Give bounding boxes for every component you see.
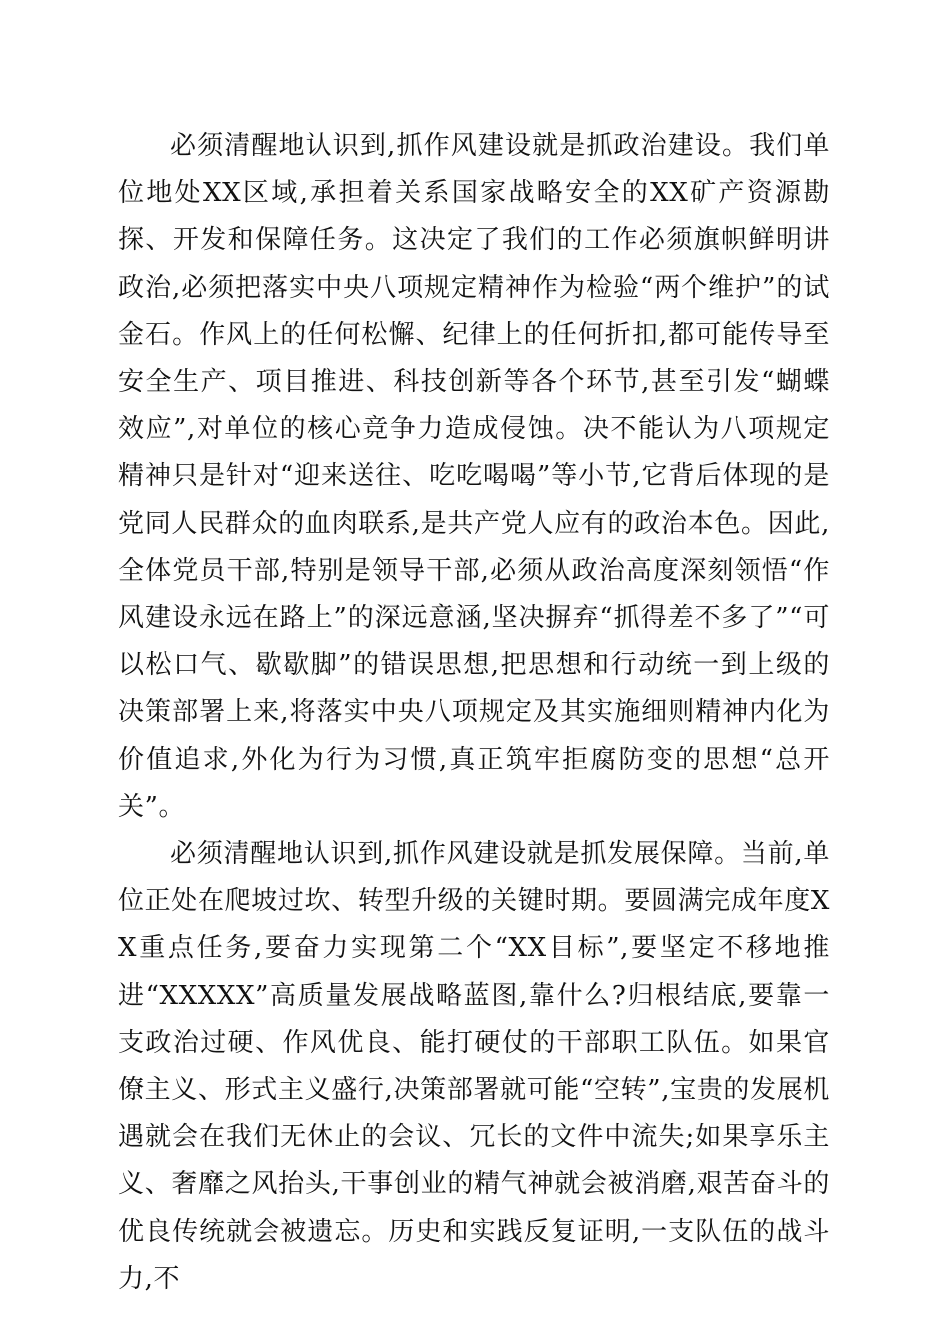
document-body: [118, 123, 830, 1303]
paragraph-development-guarantee: 必须清醒地认识到,抓作风建设就是抓发展保障。当前,单位正处在爬坡过坎、转型升级的关键时期。要圆满完成年度XX重点任务,要奋力实现第二个“XX目标”,要坚定不移地推进“XXXXX”高质量发展战略蓝图,靠什么?归根结底,要靠一支政治过硬、作风优良、能打硬仗的干部职工队伍。如果官僚主义、形式主义盛行,决策部署就可能“空转”,宝贵的发展机遇就会在我们无休止的会议、冗长的文件中流失;如果享乐主义、奢靡之风抬头,干事创业的精气神就会被消磨,艰苦奋斗的优良传统就会被遗忘。历史和实践反复证明,一支队伍的战斗力,不: [118, 839, 830, 1294]
paragraph-political-building: 必须清醒地认识到,抓作风建设就是抓政治建设。我们单位地处XX区域,承担着关系国家战略安全的XX矿产资源勘探、开发和保障任务。这决定了我们的工作必须旗帜鲜明讲政治,必须把落实中央八项规定精神作为检验“两个维护”的试金石。作风上的任何松懈、纪律上的任何折扣,都可能传导至安全生产、项目推进、科技创新等各个环节,甚至引发“蝴蝶效应”,对单位的核心竞争力造成侵蚀。决不能认为八项规定精神只是针对“迎来送往、吃吃喝喝”等小节,它背后体现的是党同人民群众的血肉联系,是共产党人应有的政治本色。因此,全体党员干部,特别是领导干部,必须从政治高度深刻领悟“作风建设永远在路上”的深远意涵,坚决摒弃“抓得差不多了”“可以松口气、歇歇脚”的错误思想,把思想和行动统一到上级的决策部署上来,将落实中央八项规定及其实施细则精神内化为价值追求,外化为行为习惯,真正筑牢拒腐防变的思想“总开关”。: [118, 131, 830, 822]
